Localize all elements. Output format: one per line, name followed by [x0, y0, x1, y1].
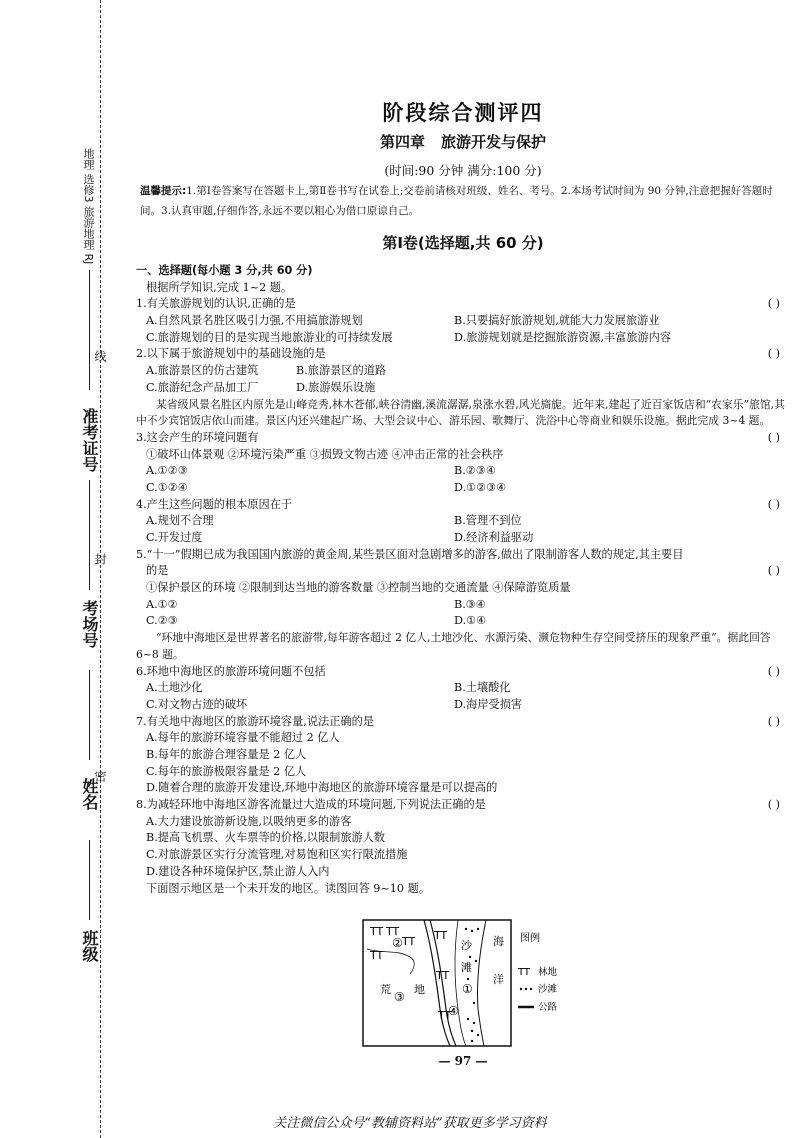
q4-options-cd	[136, 530, 790, 547]
passage-q6-8: “环地中海地区是世界著名的旅游带,每年游客超过 2 亿人,土地沙化、水源污染、濒危物种生存空间受挤压的现象严重”。据此回答 6~8 题。	[136, 631, 771, 661]
q8-option-a: A.大力建设旅游新设施,以吸纳更多的游客	[146, 814, 352, 828]
q6-option-b: B.土壤酸化	[454, 681, 511, 695]
q6-option-c: C.对文物古迹的破坏	[146, 697, 248, 711]
binding-mark-seal: 封	[93, 553, 107, 565]
q5-option-d: D.①④	[454, 614, 487, 628]
question-6	[136, 664, 790, 681]
q8-option-c: C.对旅游景区实行分流管理,对易饱和区实行限流措施	[146, 848, 408, 862]
q2-option-b: B.旅游景区的道路	[296, 364, 387, 378]
q6-option-d: D.海岸受损害	[454, 697, 523, 711]
q3-option-a: A.①②③	[146, 464, 188, 478]
side-subject-label: 地理 选修3 旅游地理 RJ	[82, 148, 95, 265]
room-fill-line	[89, 480, 90, 590]
forest-symbol: TT	[434, 929, 448, 942]
q3-option-b: B.②③④	[454, 464, 496, 478]
legend-forest-symbol: TT	[518, 967, 531, 978]
question-2-text: 2.以下属于旅游规划中的基础设施的是	[136, 347, 326, 361]
wasteland-label-2: 地	[414, 983, 425, 996]
q3-options-cd	[136, 480, 790, 497]
chapter-number: 第四章	[379, 133, 425, 151]
tips-label: 温馨提示:	[140, 185, 187, 197]
q1-options-cd	[136, 330, 790, 347]
q7-option-b: B.每年的旅游合理容量是 2 亿人	[146, 748, 307, 761]
question-4	[136, 497, 790, 514]
site-3-marker: ③	[394, 990, 405, 1004]
question-3	[136, 430, 790, 447]
forest-symbol: TT	[370, 925, 384, 938]
exam-id-fill-line	[89, 270, 90, 390]
answer-paren: ( )	[767, 564, 780, 578]
tips-text: 1.第Ⅰ卷答案写在答题卡上,第Ⅱ卷书写在试卷上;交卷前请核对班级、姓名、考号。2.本场考试时间为 90 分钟,注意把握好答题时间。3.认真审题,仔细作答,永远不要以粗心为借口原谅自己。	[140, 185, 773, 217]
intro-map-questions: 下面图示地区是一个未开发的地区。读图回答 9~10 题。	[146, 881, 430, 895]
question-5-text-cont: 的是	[146, 564, 169, 578]
forest-symbol: TT	[402, 935, 416, 948]
question-2	[136, 346, 790, 363]
q2-option-a: A.旅游景区的仿古建筑	[146, 364, 259, 378]
q8-option-b: B.提高飞机票、火车票等的价格,以限制旅游人数	[146, 831, 386, 845]
chapter-heading	[136, 131, 790, 152]
question-list	[136, 263, 790, 897]
passage-q3-4: 某省级风景名胜区内原先是山峰竞秀,林木苍郁,峡谷清幽,溪流潺潺,泉涨水碧,风光旖旎。近年来,建起了近百家饭店和“农家乐”旅馆,其中不少宾馆饭店依山而建。景区内还兴建起广场、大型会议中心、游乐园、歌舞厅、洗浴中心等商业和娱乐设施。据此完成 3~4 题。	[136, 397, 785, 428]
answer-paren: ( )	[767, 347, 780, 361]
q4-option-c: C.开发过度	[146, 531, 203, 545]
part-title: 第Ⅰ卷(选择题,共 60 分)	[382, 234, 544, 252]
q1-option-d: D.旅游规划就是挖掘旅游资源,丰富旅游内容	[454, 330, 672, 344]
exam-title: 阶段综合测评四	[382, 101, 544, 125]
legend-road-label: 公路	[538, 1002, 558, 1013]
q6-option-a: A.土地沙化	[146, 681, 203, 695]
q4-options-ab	[136, 513, 790, 530]
time-info: (时间:90 分钟 满分:100 分)	[384, 163, 542, 178]
beach-label-1: 沙	[461, 939, 472, 952]
q1-options-ab	[136, 313, 790, 330]
room-label: 考场号	[80, 600, 99, 648]
chapter-name: 旅游开发与保护	[441, 133, 547, 151]
page-number: — 97 —	[438, 1054, 488, 1068]
question-4-text: 4.产生这些问题的根本原因在于	[136, 497, 293, 511]
intro-q1-2: 根据所学知识,完成 1~2 题。	[146, 280, 293, 294]
q3-option-c: C.①②④	[146, 480, 188, 494]
forest-symbol: TT	[370, 949, 384, 962]
class-fill-line	[89, 840, 90, 920]
q3-option-d: D.①②③④	[454, 480, 507, 494]
site-1-marker: ①	[462, 982, 473, 996]
promo-footer: 关注微信公众号“教辅资料站”获取更多学习资料	[273, 1116, 547, 1131]
q2-options-ab	[136, 363, 790, 380]
q1-option-c: C.旅游规划的目的是实现当地旅游业的可持续发展	[146, 330, 393, 344]
question-1-text: 1.有关旅游规划的认识,正确的是	[136, 297, 296, 311]
question-1	[136, 296, 790, 313]
answer-paren: ( )	[767, 664, 780, 678]
answer-paren: ( )	[767, 714, 780, 728]
q7-option-c: C.每年的旅游极限容量是 2 亿人	[146, 764, 307, 778]
q8-option-d: D.建设各种环境保护区,禁止游人入内	[146, 864, 330, 878]
q1-option-b: B.只要搞好旅游规划,就能大力发展旅游业	[454, 314, 660, 328]
q5-options-ab	[136, 597, 790, 614]
q2-option-d: D.旅游娱乐设施	[296, 380, 376, 394]
legend-forest-label: 林地	[538, 967, 558, 978]
forest-symbol: TT	[438, 1009, 452, 1022]
forest-symbol: TT	[436, 969, 450, 982]
site-2-marker: ②	[392, 936, 403, 950]
site-4-marker: ④	[448, 1004, 459, 1018]
q5-statements: ①保护景区的环境 ②限制到达当地的游客数量 ③控制当地的交通流量 ④保障游览质量	[146, 581, 571, 595]
question-5: 5.“十一”假期已成为我国国内旅游的黄金周,某些景区面对急剧增多的游客,做出了限制游客人数的规定,其主要目	[136, 547, 684, 561]
sea-label-2: 洋	[493, 973, 504, 986]
q4-option-d: D.经济利益驱动	[454, 531, 534, 545]
exam-id-label: 准考证号	[80, 408, 99, 472]
question-7	[136, 714, 790, 731]
q5-option-b: B.③④	[454, 597, 486, 611]
q3-statements: ①破坏山体景观 ②环境污染严重 ③损毁文物古迹 ④冲击正常的社会秩序	[146, 447, 504, 461]
q5-option-c: C.②③	[146, 614, 178, 628]
q5-option-a: A.①②	[146, 597, 178, 611]
wasteland-label-1: 荒	[380, 983, 391, 996]
class-label: 班级	[80, 930, 99, 962]
name-fill-line	[89, 670, 90, 760]
binding-line	[100, 0, 101, 1138]
answer-paren: ( )	[767, 430, 780, 444]
binding-mark-secret: 密	[93, 770, 107, 782]
q5-options-cd	[136, 613, 790, 630]
question-6-text: 6.环地中海地区的旅游环境问题不包括	[136, 664, 326, 678]
question-7-text: 7.有关地中海地区的旅游环境容量,说法正确的是	[136, 714, 374, 728]
binding-mark-line: 线	[93, 350, 107, 362]
sea-label-1: 海	[493, 935, 504, 948]
question-3-text: 3.这会产生的环境问题有	[136, 430, 259, 444]
legend-sand-label: 沙滩	[538, 984, 558, 995]
answer-paren: ( )	[767, 497, 780, 511]
name-label: 姓名	[80, 778, 99, 810]
q6-options-ab	[136, 680, 790, 697]
question-8	[136, 797, 790, 814]
q3-options-ab	[136, 463, 790, 480]
answer-paren: ( )	[767, 798, 780, 812]
section-heading: 一、选择题(每小题 3 分,共 60 分)	[136, 264, 313, 277]
answer-paren: ( )	[767, 297, 780, 311]
q7-option-a: A.每年的旅游环境容量不能超过 2 亿人	[146, 731, 340, 745]
q2-options-cd	[136, 380, 790, 397]
legend-title: 图例	[520, 933, 540, 944]
question-8-text: 8.为减轻环地中海地区游客流量过大造成的环境问题,下列说法正确的是	[136, 798, 486, 812]
q6-options-cd	[136, 697, 790, 714]
q7-option-d: D.随着合理的旅游开发建设,环地中海地区的旅游环境容量是可以提高的	[146, 781, 498, 795]
q4-option-a: A.规划不合理	[146, 514, 214, 528]
region-map	[362, 919, 592, 1047]
beach-label-2: 滩	[461, 961, 472, 974]
forest-symbol: TT	[386, 925, 400, 938]
tips-block	[140, 181, 790, 221]
question-5-cont	[136, 563, 790, 580]
q2-option-c: C.旅游纪念产品加工厂	[146, 380, 259, 394]
legend-sand-symbol	[520, 988, 532, 990]
q1-option-a: A.自然风景名胜区吸引力强,不用搞旅游规划	[146, 314, 363, 328]
q4-option-b: B.管理不到位	[454, 514, 522, 528]
